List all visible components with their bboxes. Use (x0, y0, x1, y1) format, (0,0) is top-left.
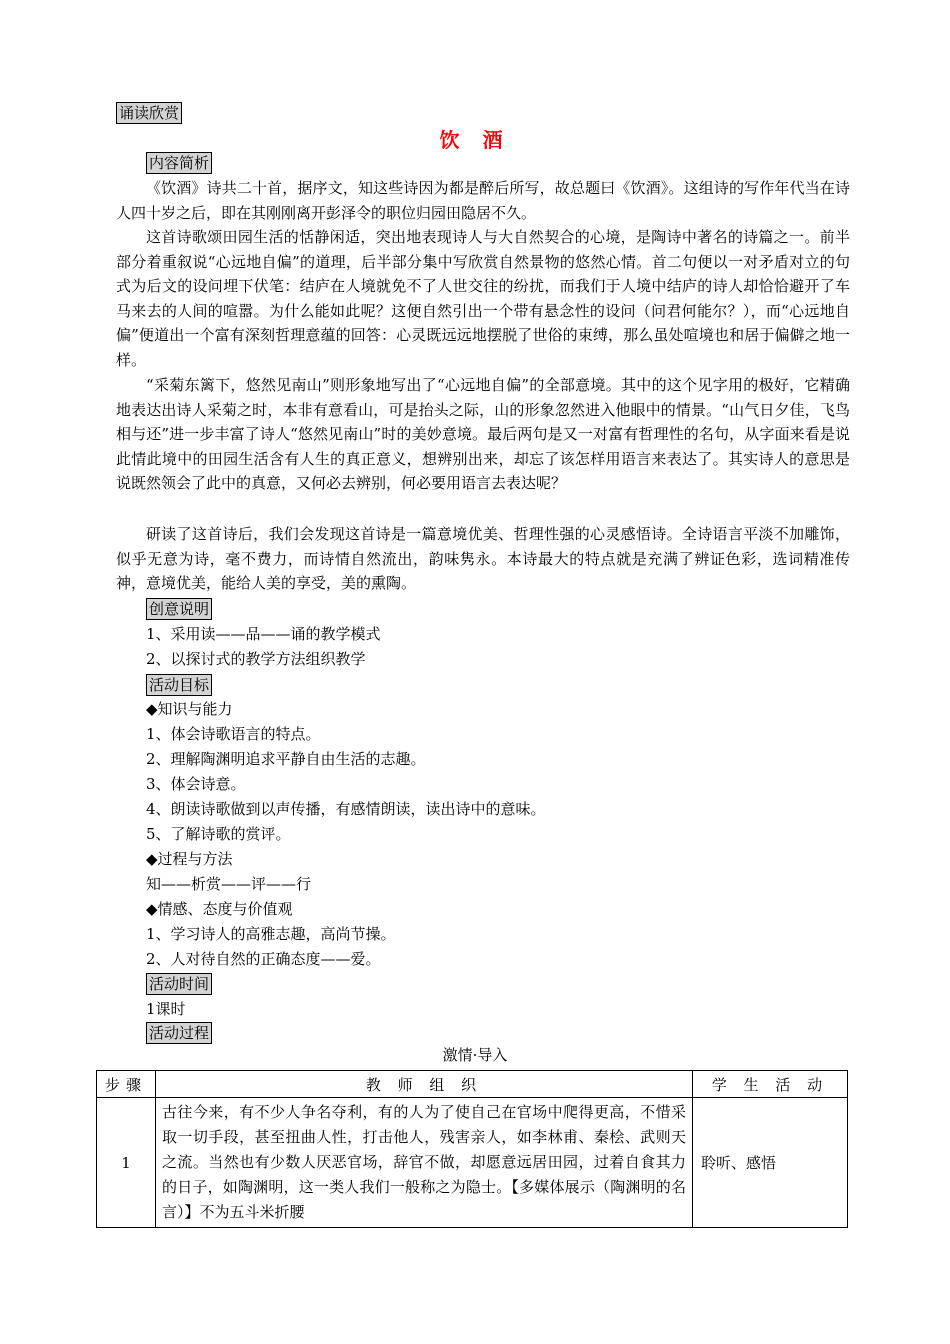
emotion-label: ◆情感、态度与价值观 (146, 900, 293, 918)
time-value: 1课时 (146, 1000, 186, 1018)
knowledge-item-2: 2、理解陶渊明追求平静自由生活的志趣。 (146, 750, 426, 768)
row-student: 聆听、感悟 (693, 1098, 848, 1228)
knowledge-label: ◆知识与能力 (146, 700, 233, 718)
creative-heading: 创意说明 (146, 598, 212, 620)
header-step: 步骤 (97, 1071, 156, 1098)
page-title: 饮 酒 (439, 128, 511, 152)
emotion-item-2: 2、人对待自然的正确态度——爱。 (146, 950, 381, 968)
knowledge-item-4: 4、朗读诗歌做到以声传播，有感情朗读，读出诗中的意味。 (146, 800, 546, 818)
row-teacher: 古往今来，有不少人争名夺利，有的人为了使自己在官场中爬得更高，不惜采取一切手段，甚至扭曲人性，打击他人，残害亲人，如李林甫、秦桧、武则天之流。当然也有少数人厌恶官场，辞官不做，却愿意远居田园，过着自食其力的日子，如陶渊明，这一类人我们一般称之为隐士。【多媒体展示（陶渊明的名言）】不为五斗米折腰 (156, 1098, 693, 1228)
content-analysis-heading: 内容简析 (146, 152, 212, 174)
creative-item-2: 2、以探讨式的教学方法组织教学 (146, 650, 366, 668)
knowledge-item-3: 3、体会诗意。 (146, 775, 246, 793)
emotion-item-1: 1、学习诗人的高雅志趣，高尚节操。 (146, 925, 396, 943)
process-label: ◆过程与方法 (146, 850, 233, 868)
header-teacher: 教 师 组 织 (156, 1071, 693, 1098)
knowledge-item-1: 1、体会诗歌语言的特点。 (146, 725, 321, 743)
analysis-paragraph-3: “采菊东篱下，悠然见南山”则形象地写出了“心远地自偏”的全部意境。其中的这个见字用的极好，它精确地表达出诗人采菊之时，本非有意看山，可是抬头之际，山的形象忽然进入他眼中的情景。“山气日夕佳，飞鸟相与还”进一步丰富了诗人“悠然见南山”时的美妙意境。最后两句是又一对富有哲理性的名句，从字面来看是说此情此境中的田园生活含有人生的真正意义，想辨别出来，却忘了该怎样用语言来表达了。其实诗人的意思是说既然领会了此中的真意，又何必去辨别，何必要用语言去表达呢？ (116, 376, 850, 493)
analysis-paragraph-2: 这首诗歌颂田园生活的恬静闲适，突出地表现诗人与大自然契合的心境，是陶诗中著名的诗篇之一。前半部分着重叙说“心远地自偏”的道理，后半部分集中写欣赏自然景物的悠然心情。首二句便以一对矛盾对立的句式为后文的设问埋下伏笔：结庐在人境就免不了人世交往的纷扰，而我们于人境中结庐的诗人却恰恰避开了车马来去的人间的喧嚣。为什么能如此呢？这便自然引出一个带有悬念性的设问（问君何能尔？），而“心远地自偏”便道出一个富有深刻哲理意蕴的回答：心灵既远远地摆脱了世俗的束缚，那么虽处喧境也和居于偏僻之地一样。 (116, 228, 850, 369)
goals-heading: 活动目标 (146, 674, 212, 696)
header-student: 学 生 活 动 (693, 1071, 848, 1098)
process-heading: 活动过程 (146, 1022, 212, 1044)
creative-item-1: 1、采用读——品——诵的教学模式 (146, 625, 381, 643)
process-text: 知——析赏——评——行 (146, 875, 312, 893)
time-heading: 活动时间 (146, 973, 212, 995)
analysis-paragraph-1: 《饮酒》诗共二十首，据序文，知这些诗因为都是醉后所写，故总题曰《饮酒》。这组诗的写作年代当在诗人四十岁之后，即在其刚刚离开彭泽令的职位归园田隐居不久。 (116, 179, 850, 222)
table-header-row (97, 1071, 848, 1098)
table-row (97, 1098, 848, 1228)
analysis-paragraph-4: 研读了这首诗后，我们会发现这首诗是一篇意境优美、哲理性强的心灵感悟诗。全诗语言平淡不加雕饰，似乎无意为诗，毫不费力，而诗情自然流出，韵味隽永。本诗最大的特点就是充满了辨证色彩，选词精准传神，意境优美，能给人美的享受，美的熏陶。 (116, 525, 850, 593)
table-caption: 激情·导入 (442, 1046, 508, 1064)
section-tag: 诵读欣赏 (116, 102, 182, 124)
row-step: 1 (97, 1098, 156, 1228)
knowledge-item-5: 5、了解诗歌的赏评。 (146, 825, 291, 843)
activity-table (96, 1070, 848, 1228)
